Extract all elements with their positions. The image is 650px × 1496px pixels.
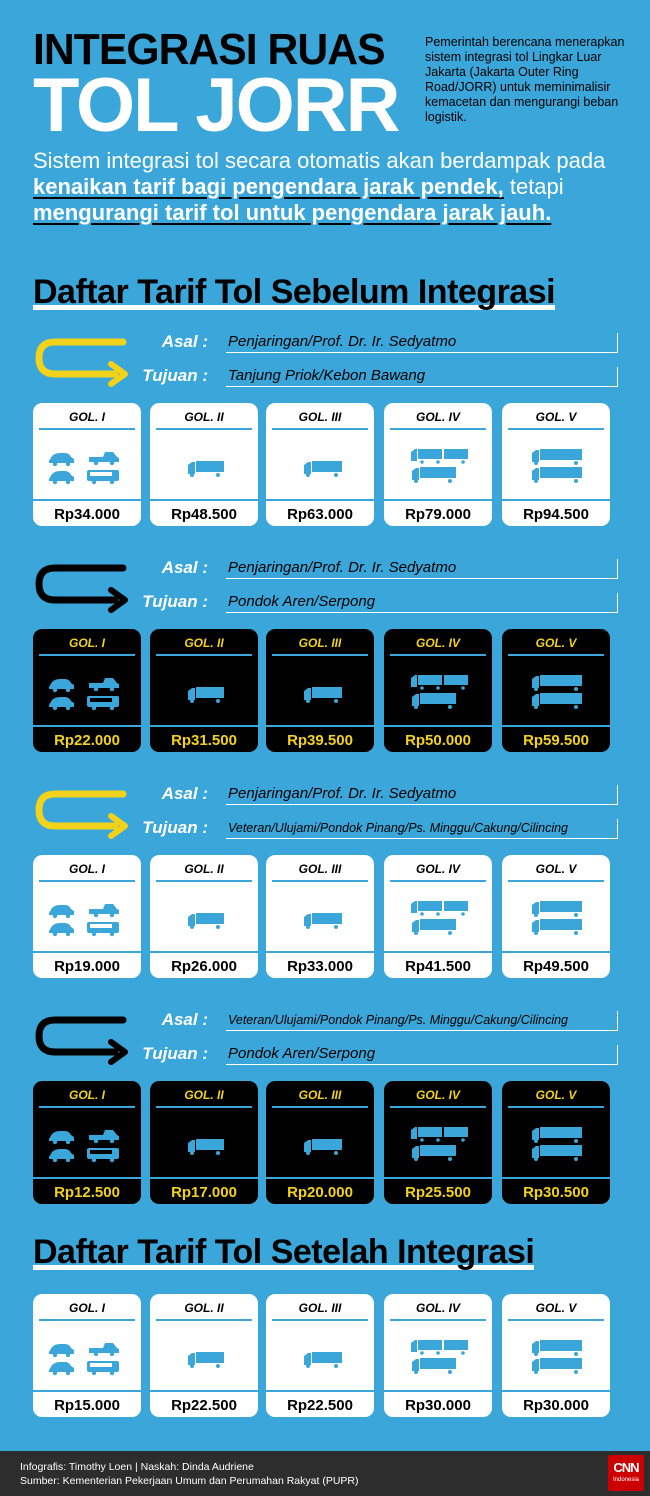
route-arrow-icon [33, 330, 133, 390]
intro-text: Pemerintah berencana menerapkan sistem integrasi tol Lingkar Luar Jakarta (Jakarta Outer Ring Road/JORR) untuk meminimalisir kemacetan dan mengurangi beban logistik. [425, 35, 625, 124]
tujuan-value: Veteran/Ulujami/Pondok Pinang/Ps. Minggu/Cakung/Cilincing [226, 819, 618, 839]
card-divider [390, 1319, 486, 1321]
heavy-truck-icon [502, 659, 610, 723]
card-divider [272, 654, 368, 656]
tariff-price: Rp49.500 [502, 951, 610, 978]
vehicle-class-label: GOL. IV [415, 636, 460, 650]
after-tariff-cards [33, 1294, 613, 1419]
tujuan-label: Tujuan : [142, 366, 208, 385]
section-title-before-text: Daftar Tarif Tol Sebelum Integrasi [33, 273, 556, 311]
tujuan-label: Tujuan : [142, 592, 208, 611]
tariff-card-gol-5 [502, 1294, 610, 1417]
asal-value: Penjaringan/Prof. Dr. Ir. Sedyatmo [226, 559, 618, 579]
truck-small-icon [150, 1324, 258, 1388]
lead-highlight-2: mengurangi tarif tol untuk pengendara jarak jauh. [33, 200, 552, 225]
truck-medium-icon [266, 659, 374, 723]
tujuan-value: Pondok Aren/Serpong [226, 1045, 618, 1065]
heavy-truck-icon [502, 1324, 610, 1388]
route-arrow-icon [33, 556, 133, 616]
tariff-price: Rp30.000 [502, 1390, 610, 1417]
truck-small-icon [150, 1111, 258, 1175]
tariff-card-gol-1 [33, 1081, 141, 1204]
trailer-truck-icon [384, 1324, 492, 1388]
trailer-truck-icon [384, 885, 492, 949]
tariff-card-gol-5 [502, 403, 610, 526]
vehicle-class-label: GOL. III [298, 862, 342, 876]
title-line-1: INTEGRASI RUAS [33, 25, 385, 74]
card-divider [272, 1319, 368, 1321]
route-arrow-icon [33, 782, 133, 842]
heavy-truck-icon [502, 1111, 610, 1175]
footer-source: Sumber: Kementerian Pekerjaan Umum dan Perumahan Rakyat (PUPR) [20, 1475, 359, 1487]
vehicle-class-label: GOL. II [184, 1088, 224, 1102]
card-divider [272, 1106, 368, 1108]
tariff-card-gol-4 [384, 403, 492, 526]
vehicle-class-label: GOL. V [535, 862, 577, 876]
tariff-card-gol-5 [502, 629, 610, 752]
route-3-tariff-cards [33, 855, 613, 980]
tariff-price: Rp22.500 [266, 1390, 374, 1417]
card-divider [156, 1106, 252, 1108]
lead-part-2: tetapi [503, 174, 564, 199]
card-divider [39, 880, 135, 882]
tariff-card-gol-2 [150, 1081, 258, 1204]
asal-label: Asal : [161, 332, 208, 351]
route-3 [33, 782, 623, 852]
card-divider [39, 654, 135, 656]
tariff-card-gol-2 [150, 629, 258, 752]
tariff-card-gol-2 [150, 1294, 258, 1417]
vehicle-class-label: GOL. III [298, 1301, 342, 1315]
tariff-card-gol-3 [266, 1081, 374, 1204]
tariff-price: Rp31.500 [150, 725, 258, 752]
tariff-card-gol-1 [33, 629, 141, 752]
card-divider [390, 654, 486, 656]
card-divider [156, 880, 252, 882]
route-4-tariff-cards [33, 1081, 613, 1206]
tariff-card-gol-4 [384, 1294, 492, 1417]
tariff-price: Rp19.000 [33, 951, 141, 978]
tariff-price: Rp25.500 [384, 1177, 492, 1204]
tariff-price: Rp79.000 [384, 499, 492, 526]
vehicle-class-label: GOL. I [69, 862, 105, 876]
lead-part-1: Sistem integrasi tol secara otomatis akan berdampak pada [33, 148, 606, 173]
tujuan-value: Tanjung Priok/Kebon Bawang [226, 367, 618, 387]
card-divider [272, 880, 368, 882]
tariff-card-gol-3 [266, 855, 374, 978]
tariff-price: Rp15.000 [33, 1390, 141, 1417]
tariff-price: Rp94.500 [502, 499, 610, 526]
lead-text [33, 148, 623, 226]
card-divider [39, 1106, 135, 1108]
vehicle-class-label: GOL. II [184, 636, 224, 650]
tariff-price: Rp50.000 [384, 725, 492, 752]
vehicle-class-label: GOL. I [69, 636, 105, 650]
heavy-truck-icon [502, 433, 610, 497]
card-divider [508, 654, 604, 656]
card-divider [39, 428, 135, 430]
tariff-price: Rp48.500 [150, 499, 258, 526]
truck-medium-icon [266, 1324, 374, 1388]
tariff-card-gol-1 [33, 403, 141, 526]
vehicle-class-label: GOL. III [298, 636, 342, 650]
card-divider [39, 1319, 135, 1321]
vehicle-class-label: GOL. III [298, 1088, 342, 1102]
truck-medium-icon [266, 433, 374, 497]
tariff-price: Rp12.500 [33, 1177, 141, 1204]
vehicle-class-label: GOL. V [535, 636, 577, 650]
tariff-card-gol-1 [33, 1294, 141, 1417]
vehicle-class-label: GOL. III [298, 410, 342, 424]
title-line-2: TOL JORR [33, 63, 399, 148]
tariff-card-gol-3 [266, 629, 374, 752]
asal-value: Veteran/Ulujami/Pondok Pinang/Ps. Minggu/Cakung/Cilincing [226, 1011, 618, 1031]
tariff-card-gol-5 [502, 1081, 610, 1204]
vehicle-class-label: GOL. II [184, 1301, 224, 1315]
trailer-truck-icon [384, 659, 492, 723]
card-divider [390, 1106, 486, 1108]
header [0, 0, 650, 260]
card-divider [390, 880, 486, 882]
truck-small-icon [150, 885, 258, 949]
footer [0, 1451, 650, 1496]
lead-highlight-1: kenaikan tarif bagi pengendara jarak pendek, [33, 174, 504, 199]
tariff-price: Rp39.500 [266, 725, 374, 752]
trailer-truck-icon [384, 433, 492, 497]
vehicle-class-label: GOL. IV [415, 1301, 460, 1315]
cnn-logo [608, 1455, 644, 1491]
tujuan-value: Pondok Aren/Serpong [226, 593, 618, 613]
tariff-price: Rp59.500 [502, 725, 610, 752]
tariff-price: Rp33.000 [266, 951, 374, 978]
car-group-icon [33, 433, 141, 497]
tariff-card-gol-1 [33, 855, 141, 978]
card-divider [272, 428, 368, 430]
trailer-truck-icon [384, 1111, 492, 1175]
vehicle-class-label: GOL. IV [415, 862, 460, 876]
truck-small-icon [150, 659, 258, 723]
section-title-after [33, 1232, 534, 1272]
route-arrow-icon [33, 1008, 133, 1068]
asal-value: Penjaringan/Prof. Dr. Ir. Sedyatmo [226, 785, 618, 805]
vehicle-class-label: GOL. I [69, 410, 105, 424]
car-group-icon [33, 885, 141, 949]
vehicle-class-label: GOL. I [69, 1088, 105, 1102]
card-divider [508, 428, 604, 430]
route-2-tariff-cards [33, 629, 613, 754]
asal-label: Asal : [161, 784, 208, 803]
tariff-price: Rp63.000 [266, 499, 374, 526]
truck-medium-icon [266, 885, 374, 949]
card-divider [508, 1319, 604, 1321]
tariff-card-gol-2 [150, 855, 258, 978]
truck-small-icon [150, 433, 258, 497]
asal-value: Penjaringan/Prof. Dr. Ir. Sedyatmo [226, 333, 618, 353]
cnn-logo-text: CNN [613, 1460, 639, 1475]
tariff-price: Rp34.000 [33, 499, 141, 526]
vehicle-class-label: GOL. V [535, 410, 577, 424]
card-divider [156, 428, 252, 430]
route-1-tariff-cards [33, 403, 613, 528]
card-divider [156, 1319, 252, 1321]
route-2 [33, 556, 623, 626]
vehicle-class-label: GOL. V [535, 1088, 577, 1102]
tariff-card-gol-3 [266, 403, 374, 526]
tariff-price: Rp30.000 [384, 1390, 492, 1417]
vehicle-class-label: GOL. IV [415, 410, 460, 424]
card-divider [390, 428, 486, 430]
route-4 [33, 1008, 623, 1078]
tariff-price: Rp22.000 [33, 725, 141, 752]
car-group-icon [33, 1324, 141, 1388]
tariff-card-gol-4 [384, 855, 492, 978]
card-divider [156, 654, 252, 656]
car-group-icon [33, 659, 141, 723]
footer-credits: Infografis: Timothy Loen | Naskah: Dinda Audriene [20, 1461, 254, 1473]
tariff-card-gol-5 [502, 855, 610, 978]
cnn-logo-sub: Indonesia [612, 1477, 640, 1483]
car-group-icon [33, 1111, 141, 1175]
vehicle-class-label: GOL. II [184, 410, 224, 424]
card-divider [508, 880, 604, 882]
vehicle-class-label: GOL. V [535, 1301, 577, 1315]
tariff-price: Rp22.500 [150, 1390, 258, 1417]
vehicle-class-label: GOL. II [184, 862, 224, 876]
asal-label: Asal : [161, 558, 208, 577]
section-title-after-text: Daftar Tarif Tol Setelah Integrasi [33, 1233, 535, 1271]
vehicle-class-label: GOL. IV [415, 1088, 460, 1102]
vehicle-class-label: GOL. I [69, 1301, 105, 1315]
route-1 [33, 330, 623, 400]
asal-label: Asal : [161, 1010, 208, 1029]
tariff-card-gol-4 [384, 629, 492, 752]
tariff-card-gol-4 [384, 1081, 492, 1204]
heavy-truck-icon [502, 885, 610, 949]
tariff-price: Rp41.500 [384, 951, 492, 978]
tariff-price: Rp30.500 [502, 1177, 610, 1204]
tariff-price: Rp17.000 [150, 1177, 258, 1204]
tariff-price: Rp20.000 [266, 1177, 374, 1204]
card-divider [508, 1106, 604, 1108]
tujuan-label: Tujuan : [142, 818, 208, 837]
tariff-card-gol-2 [150, 403, 258, 526]
section-title-before [33, 272, 555, 312]
tariff-price: Rp26.000 [150, 951, 258, 978]
truck-medium-icon [266, 1111, 374, 1175]
tariff-card-gol-3 [266, 1294, 374, 1417]
tujuan-label: Tujuan : [142, 1044, 208, 1063]
